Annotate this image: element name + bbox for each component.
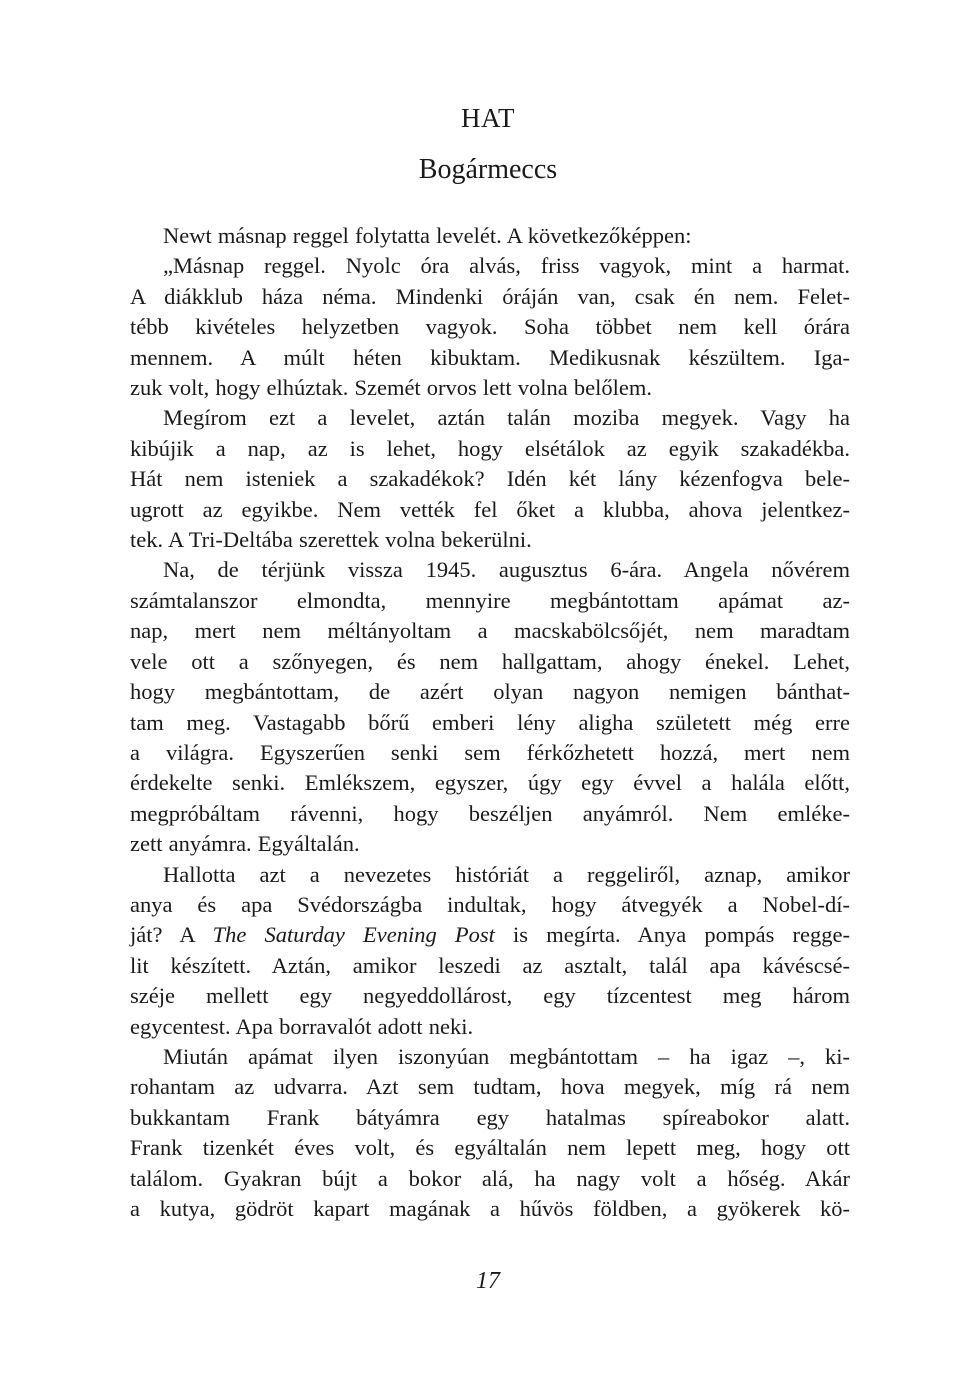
text-line: bukkantam Frank bátyámra egy hatalmas spíreabokor alatt. xyxy=(130,1104,850,1130)
text-line: Na, de térjünk vissza 1945. augusztus 6-ára. Angela nővérem xyxy=(163,557,850,583)
text-line: számtalanszor elmondta, mennyire megbántottam apámat az- xyxy=(130,587,850,613)
text-line: mennem. A múlt héten kibuktam. Medikusnak készültem. Iga- xyxy=(130,344,850,370)
text-line: anya és apa Svédországba indultak, hogy átvegyék a Nobel-dí- xyxy=(130,891,850,917)
chapter-number: HAT xyxy=(461,103,515,133)
text-line: tek. A Tri-Deltába szerettek volna bekerülni. xyxy=(130,527,532,553)
chapter-title: Bogármeccs xyxy=(418,154,558,185)
text-line: Newt másnap reggel folytatta levelét. A következőképpen: xyxy=(163,223,692,248)
text-line: a világra. Egyszerűen senki sem férkőzhetett hozzá, mert nem xyxy=(130,739,850,765)
text-line: nap, mert nem méltányoltam a macskabölcsőjét, nem maradtam xyxy=(130,618,850,644)
magazine-title: The Saturday Evening Post xyxy=(212,922,495,948)
text-line xyxy=(130,920,850,950)
text-line: Megírom ezt a levelet, aztán talán moziba megyek. Vagy ha xyxy=(163,405,850,431)
text-fragment: is megírta. Anya pompás regge- xyxy=(494,922,850,948)
text-line: széje mellett egy negyeddollárost, egy tízcentest meg három xyxy=(130,983,850,1009)
text-line: kibújik a nap, az is lehet, hogy elsétálok az egyik szakadékba. xyxy=(130,435,850,461)
text-line: tébb kivételes helyzetben vagyok. Soha többet nem kell órára xyxy=(130,314,850,340)
text-line: rohantam az udvarra. Azt sem tudtam, hova megyek, míg rá nem xyxy=(130,1074,850,1100)
body-text xyxy=(130,221,850,1224)
text-line: A diákklub háza néma. Mindenki óráján van, csak én nem. Felet- xyxy=(130,283,850,309)
text-line: Miután apámat ilyen iszonyúan megbántottam – ha igaz –, ki- xyxy=(163,1043,850,1069)
text-line: Hát nem isteniek a szakadékok? Idén két lány kézenfogva bele- xyxy=(130,466,850,492)
text-line: megpróbáltam rávenni, hogy beszéljen anyámról. Nem emléke- xyxy=(130,800,850,826)
text-line: lit készített. Aztán, amikor leszedi az asztalt, talál apa kávéscsé- xyxy=(130,952,850,978)
text-line: Frank tizenkét éves volt, és egyáltalán nem lepett meg, hogy ott xyxy=(130,1135,850,1161)
text-line: a kutya, gödröt kapart magának a hűvös földben, a gyökerek kö- xyxy=(130,1196,850,1221)
text-line: egycentest. Apa borravalót adott neki. xyxy=(130,1013,474,1039)
text-line: ugrott az egyikbe. Nem vették fel őket a klubba, ahova jelentkez- xyxy=(130,496,850,522)
text-line: érdekelte senki. Emlékszem, egyszer, úgy egy évvel a halála előtt, xyxy=(130,770,850,796)
text-line: Hallotta azt a nevezetes históriát a reggeliről, aznap, amikor xyxy=(163,861,850,887)
text-line: találom. Gyakran bújt a bokor alá, ha nagy volt a hőség. Akár xyxy=(130,1165,850,1191)
page-number: 17 xyxy=(476,1268,500,1294)
text-line: hogy megbántottam, de azért olyan nagyon nemigen bánthat- xyxy=(130,679,850,705)
text-line: zuk volt, hogy elhúztak. Szemét orvos lett volna belőlem. xyxy=(130,375,653,401)
text-fragment: ját? A xyxy=(130,922,213,948)
text-line: vele ott a szőnyegen, és nem hallgattam, ahogy énekel. Lehet, xyxy=(130,648,850,674)
text-line: zett anyámra. Egyáltalán. xyxy=(130,831,360,857)
text-line: tam meg. Vastagabb bőrű emberi lény aligha született még erre xyxy=(130,709,850,735)
text-line: „Másnap reggel. Nyolc óra alvás, friss vagyok, mint a harmat. xyxy=(163,253,850,279)
